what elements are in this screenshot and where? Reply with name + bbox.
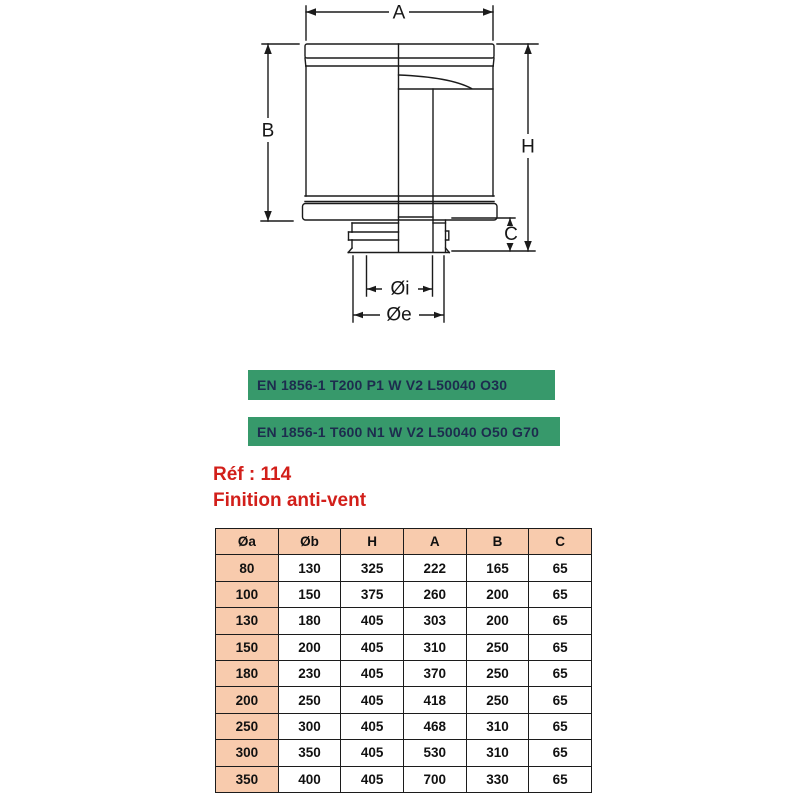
- dim-label-c: C: [504, 224, 518, 245]
- header-row: [216, 529, 592, 555]
- table-cell: 325: [341, 555, 404, 581]
- row-header-cell: 130: [216, 608, 279, 634]
- dim-label-b: B: [261, 120, 275, 142]
- table-cell: 310: [466, 713, 529, 739]
- table-cell: 405: [341, 713, 404, 739]
- row-header-cell: 80: [216, 555, 279, 581]
- table-cell: 418: [403, 687, 466, 713]
- table-cell: 222: [403, 555, 466, 581]
- column-header-oa: Øa: [216, 529, 279, 555]
- table-cell: 65: [529, 581, 592, 607]
- certification-banner-1: [248, 370, 555, 400]
- table-cell: 468: [403, 713, 466, 739]
- table-cell: 303: [403, 608, 466, 634]
- table-cell: 150: [278, 581, 341, 607]
- table-cell: 65: [529, 660, 592, 686]
- certification-banner-2: [248, 417, 560, 446]
- column-header-a: A: [403, 529, 466, 555]
- table-cell: 405: [341, 660, 404, 686]
- table-row: [216, 581, 592, 607]
- table-cell: 250: [466, 660, 529, 686]
- row-header-cell: 100: [216, 581, 279, 607]
- row-header-cell: 180: [216, 660, 279, 686]
- table-cell: 400: [278, 766, 341, 792]
- table-header: [216, 529, 592, 555]
- reference-block: [213, 462, 366, 514]
- technical-drawing: [0, 0, 600, 345]
- table-row: [216, 713, 592, 739]
- table-cell: 310: [466, 740, 529, 766]
- table-cell: 200: [466, 608, 529, 634]
- cap-lid: [305, 44, 494, 58]
- table-cell: 405: [341, 740, 404, 766]
- table-cell: 65: [529, 687, 592, 713]
- column-header-ob: Øb: [278, 529, 341, 555]
- table-cell: 250: [466, 634, 529, 660]
- table-cell: 180: [278, 608, 341, 634]
- table-cell: 300: [278, 713, 341, 739]
- row-header-cell: 250: [216, 713, 279, 739]
- row-header-cell: 150: [216, 634, 279, 660]
- table-cell: 250: [466, 687, 529, 713]
- table-row: [216, 555, 592, 581]
- table-cell: 405: [341, 766, 404, 792]
- table-cell: 700: [403, 766, 466, 792]
- table-cell: 130: [278, 555, 341, 581]
- table-cell: 65: [529, 766, 592, 792]
- table-cell: 250: [278, 687, 341, 713]
- dim-label-oi: Øi: [390, 278, 410, 300]
- table-cell: 260: [403, 581, 466, 607]
- table-cell: 370: [403, 660, 466, 686]
- table-row: [216, 766, 592, 792]
- table-cell: 350: [278, 740, 341, 766]
- table-cell: 330: [466, 766, 529, 792]
- spec-table-body: [216, 555, 592, 793]
- table-cell: 405: [341, 634, 404, 660]
- table-cell: 310: [403, 634, 466, 660]
- row-header-cell: 200: [216, 687, 279, 713]
- table-cell: 200: [466, 581, 529, 607]
- certification-text-1: EN 1856-1 T200 P1 W V2 L50040 O30: [257, 377, 508, 393]
- table-row: [216, 660, 592, 686]
- table-row: [216, 687, 592, 713]
- table-cell: 65: [529, 713, 592, 739]
- table-cell: 65: [529, 634, 592, 660]
- table-cell: 65: [529, 608, 592, 634]
- table-cell: 165: [466, 555, 529, 581]
- table-cell: 65: [529, 555, 592, 581]
- reference-number: Réf : 114: [213, 464, 292, 485]
- dimensions-table: [215, 528, 592, 793]
- table-row: [216, 608, 592, 634]
- table-cell: 200: [278, 634, 341, 660]
- table-cell: 530: [403, 740, 466, 766]
- table-cell: 405: [341, 608, 404, 634]
- row-header-cell: 350: [216, 766, 279, 792]
- table-cell: 375: [341, 581, 404, 607]
- row-header-cell: 300: [216, 740, 279, 766]
- table-row: [216, 740, 592, 766]
- table-row: [216, 634, 592, 660]
- column-header-b: B: [466, 529, 529, 555]
- table-cell: 405: [341, 687, 404, 713]
- dim-label-oe: Øe: [386, 304, 412, 326]
- dim-label-h: H: [521, 136, 535, 158]
- table-cell: 230: [278, 660, 341, 686]
- column-header-h: H: [341, 529, 404, 555]
- dim-label-a: A: [392, 2, 406, 24]
- certification-text-2: EN 1856-1 T600 N1 W V2 L50040 O50 G70: [257, 423, 540, 440]
- column-header-c: C: [529, 529, 592, 555]
- deflector-curve: [399, 75, 472, 89]
- finish-label: Finition anti-vent: [213, 490, 367, 511]
- table-cell: 65: [529, 740, 592, 766]
